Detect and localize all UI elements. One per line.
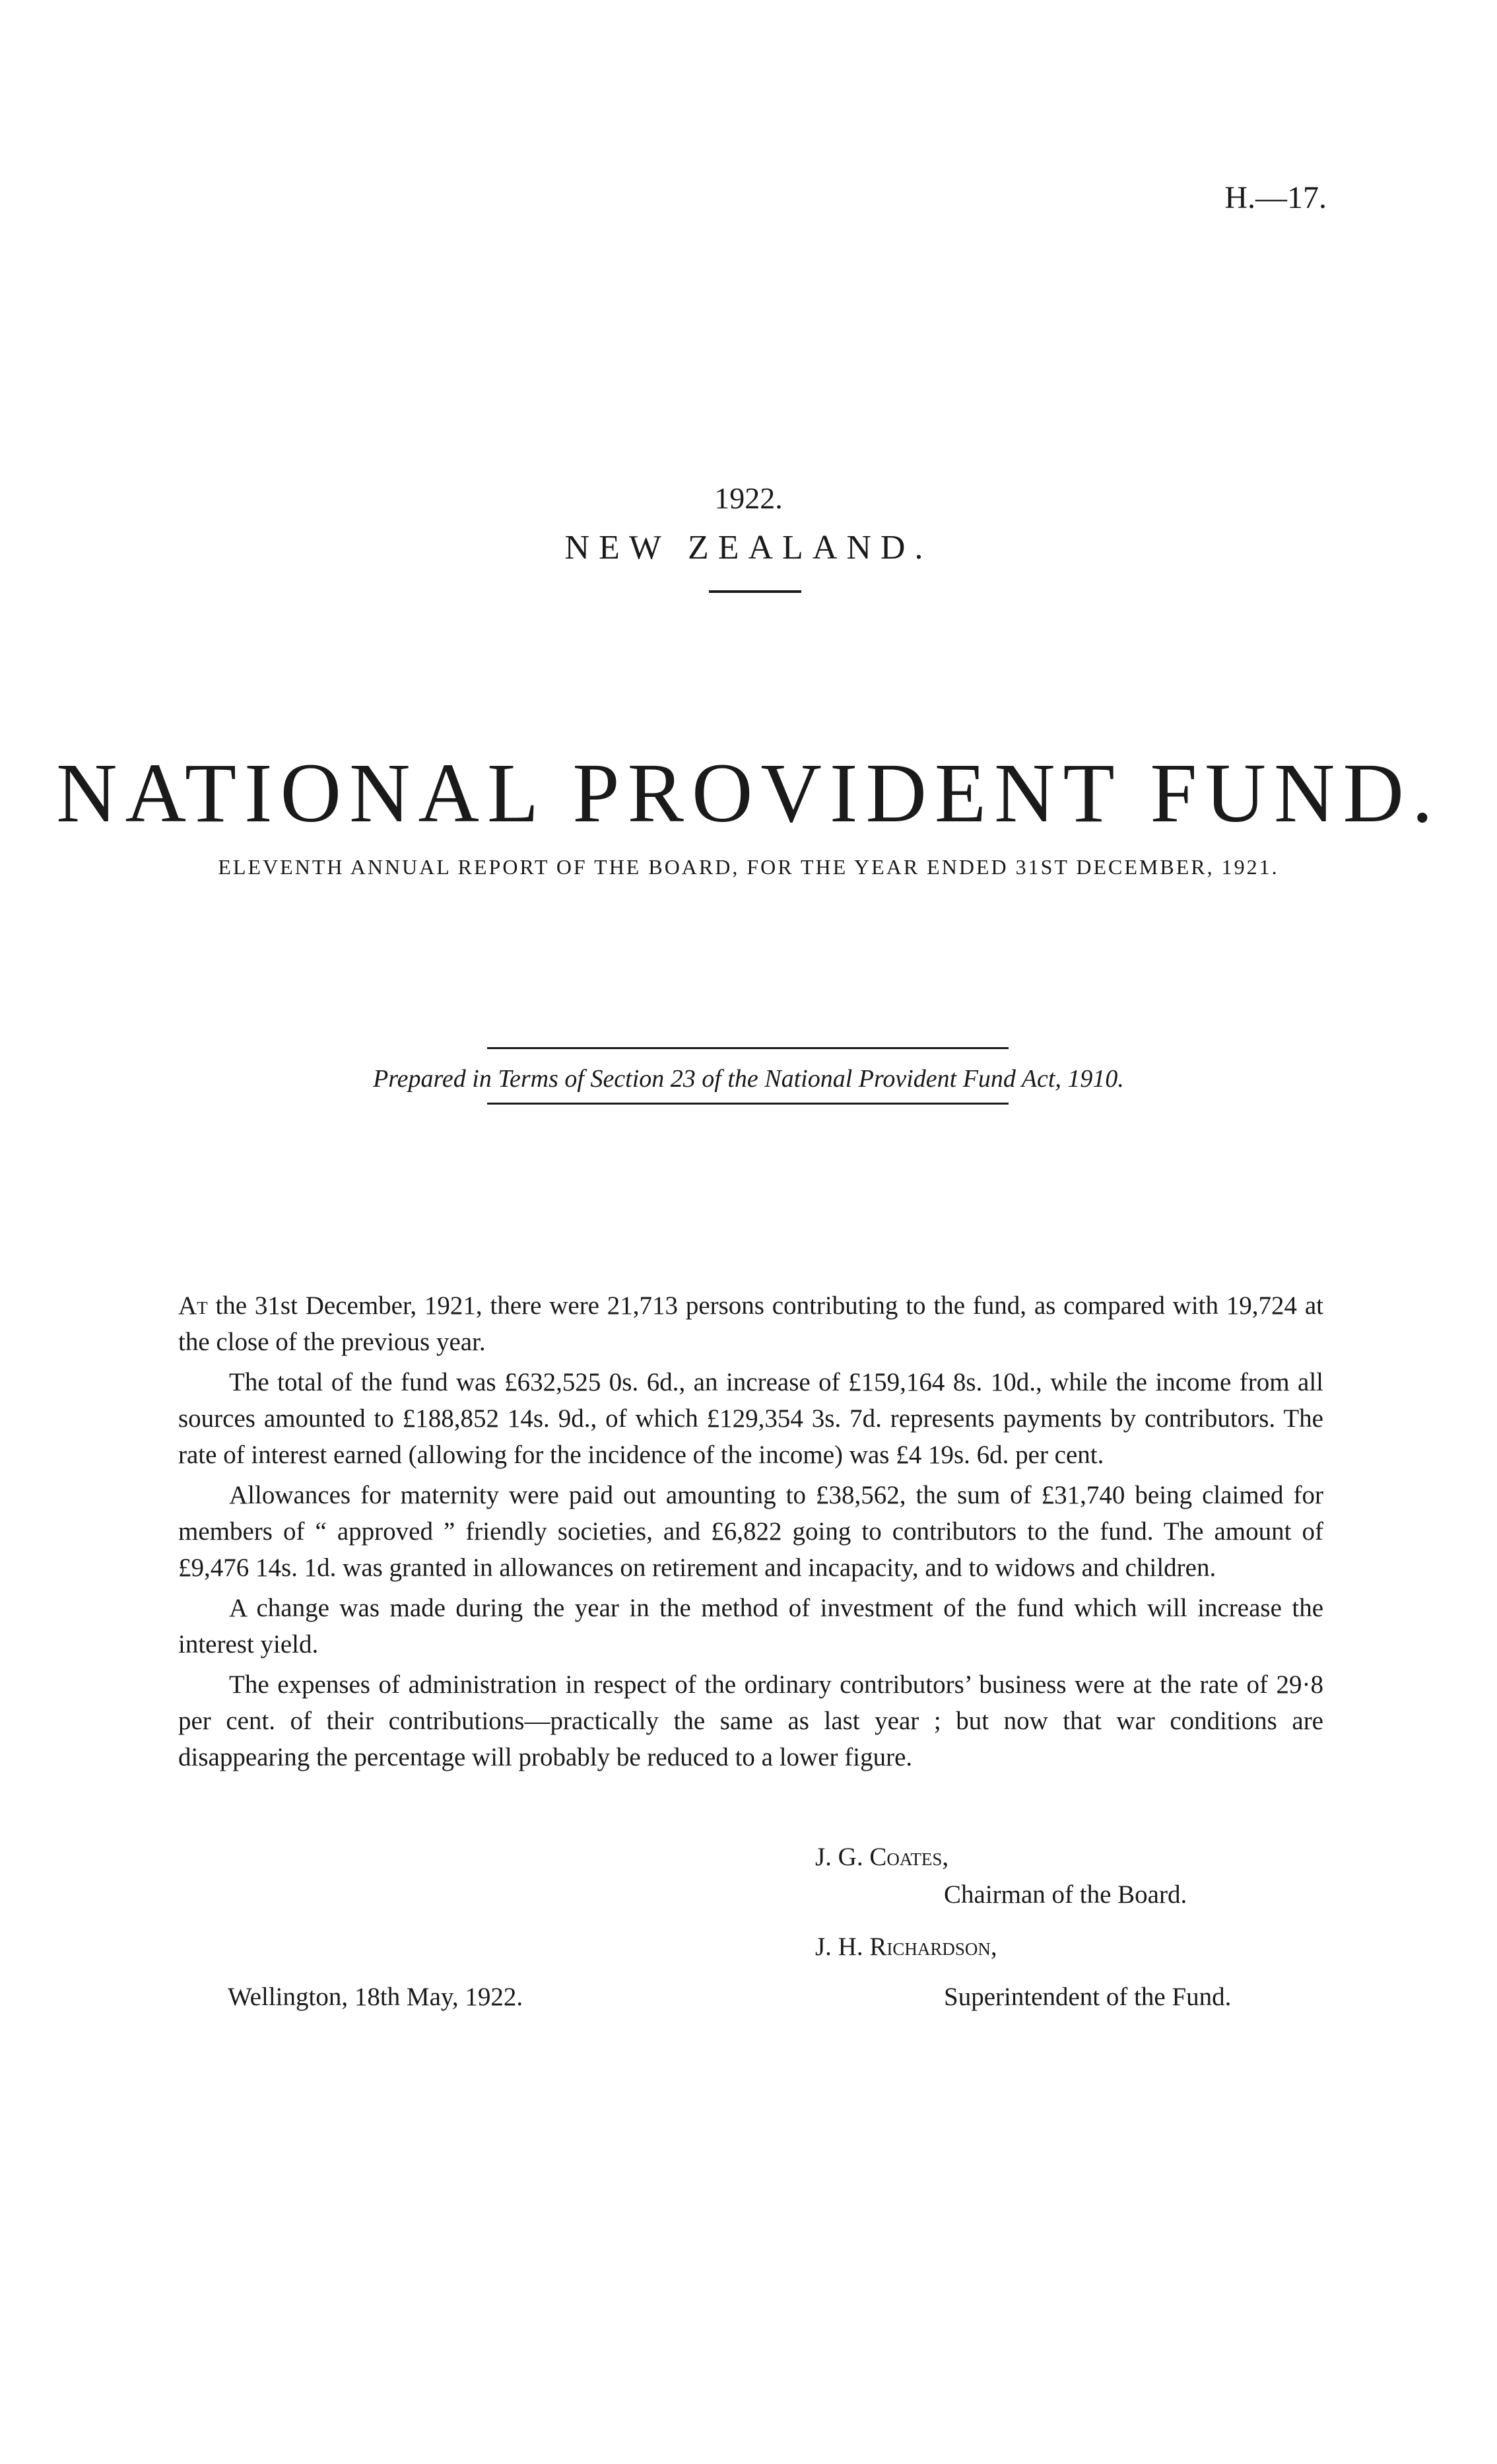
place-and-date: Wellington, 18th May, 1922. [228,1983,523,2011]
report-title: NATIONAL PROVIDENT FUND. [56,746,1441,840]
signatory-name-chairman: J. G. Coates, [815,1843,949,1871]
country-heading: NEW ZEALAND. [564,529,933,566]
prepared-statement: Prepared in Terms of Section 23 of the National Provident Fund Act, 1910. [373,1065,1124,1093]
body-paragraph: Allowances for maternity were paid out amounting to £38,562, the sum of £31,740 being claimed for members of “ approved ” friendly societies, and £6,822 going to contributors to the fund. The amount of £9,476 14s. 1d. was granted in allowances on retirement and incapacity, and to widows and children. [178,1481,1323,1582]
report-body [178,1287,1323,1779]
body-paragraph: The expenses of administration in respect of the ordinary contributors’ business were at the rate of 29·8 per cent. of their contributions—practically the same as last year ; but now that war conditions are disappearing the percentage will probably be reduced to a lower figure. [178,1670,1323,1771]
opening-word: At [178,1291,208,1320]
body-paragraph: The total of the fund was £632,525 0s. 6d., an increase of £159,164 8s. 10d., while the income from all sources amounted to £188,852 14s. 9d., of which £129,354 3s. 7d. represents payments by contributors. The rate of interest earned (allowing for the incidence of the income) was £4 19s. 6d. per cent. [178,1368,1323,1469]
body-paragraph: A change was made during the year in the method of investment of the fund which will increase the interest yield. [178,1594,1323,1659]
prepared-top-rule [487,1047,1009,1049]
signatory-title-chairman: Chairman of the Board. [944,1880,1187,1909]
signatory-title-superintendent: Superintendent of the Fund. [944,1983,1232,2011]
prepared-bottom-rule [487,1103,1009,1105]
report-subtitle: ELEVENTH ANNUAL REPORT OF THE BOARD, FOR THE YEAR ENDED 31ST DECEMBER, 1921. [218,855,1279,879]
signatory-name-superintendent: J. H. Richardson, [815,1933,997,1961]
document-reference: H.—17. [1224,180,1327,215]
paragraph-text: the 31st December, 1921, there were 21,713 persons contributing to the fund, as compared with 19,724 at the close of the previous year. [178,1291,1323,1356]
body-paragraph [178,1287,1323,1360]
header-divider [709,590,801,593]
report-year: 1922. [714,481,783,515]
